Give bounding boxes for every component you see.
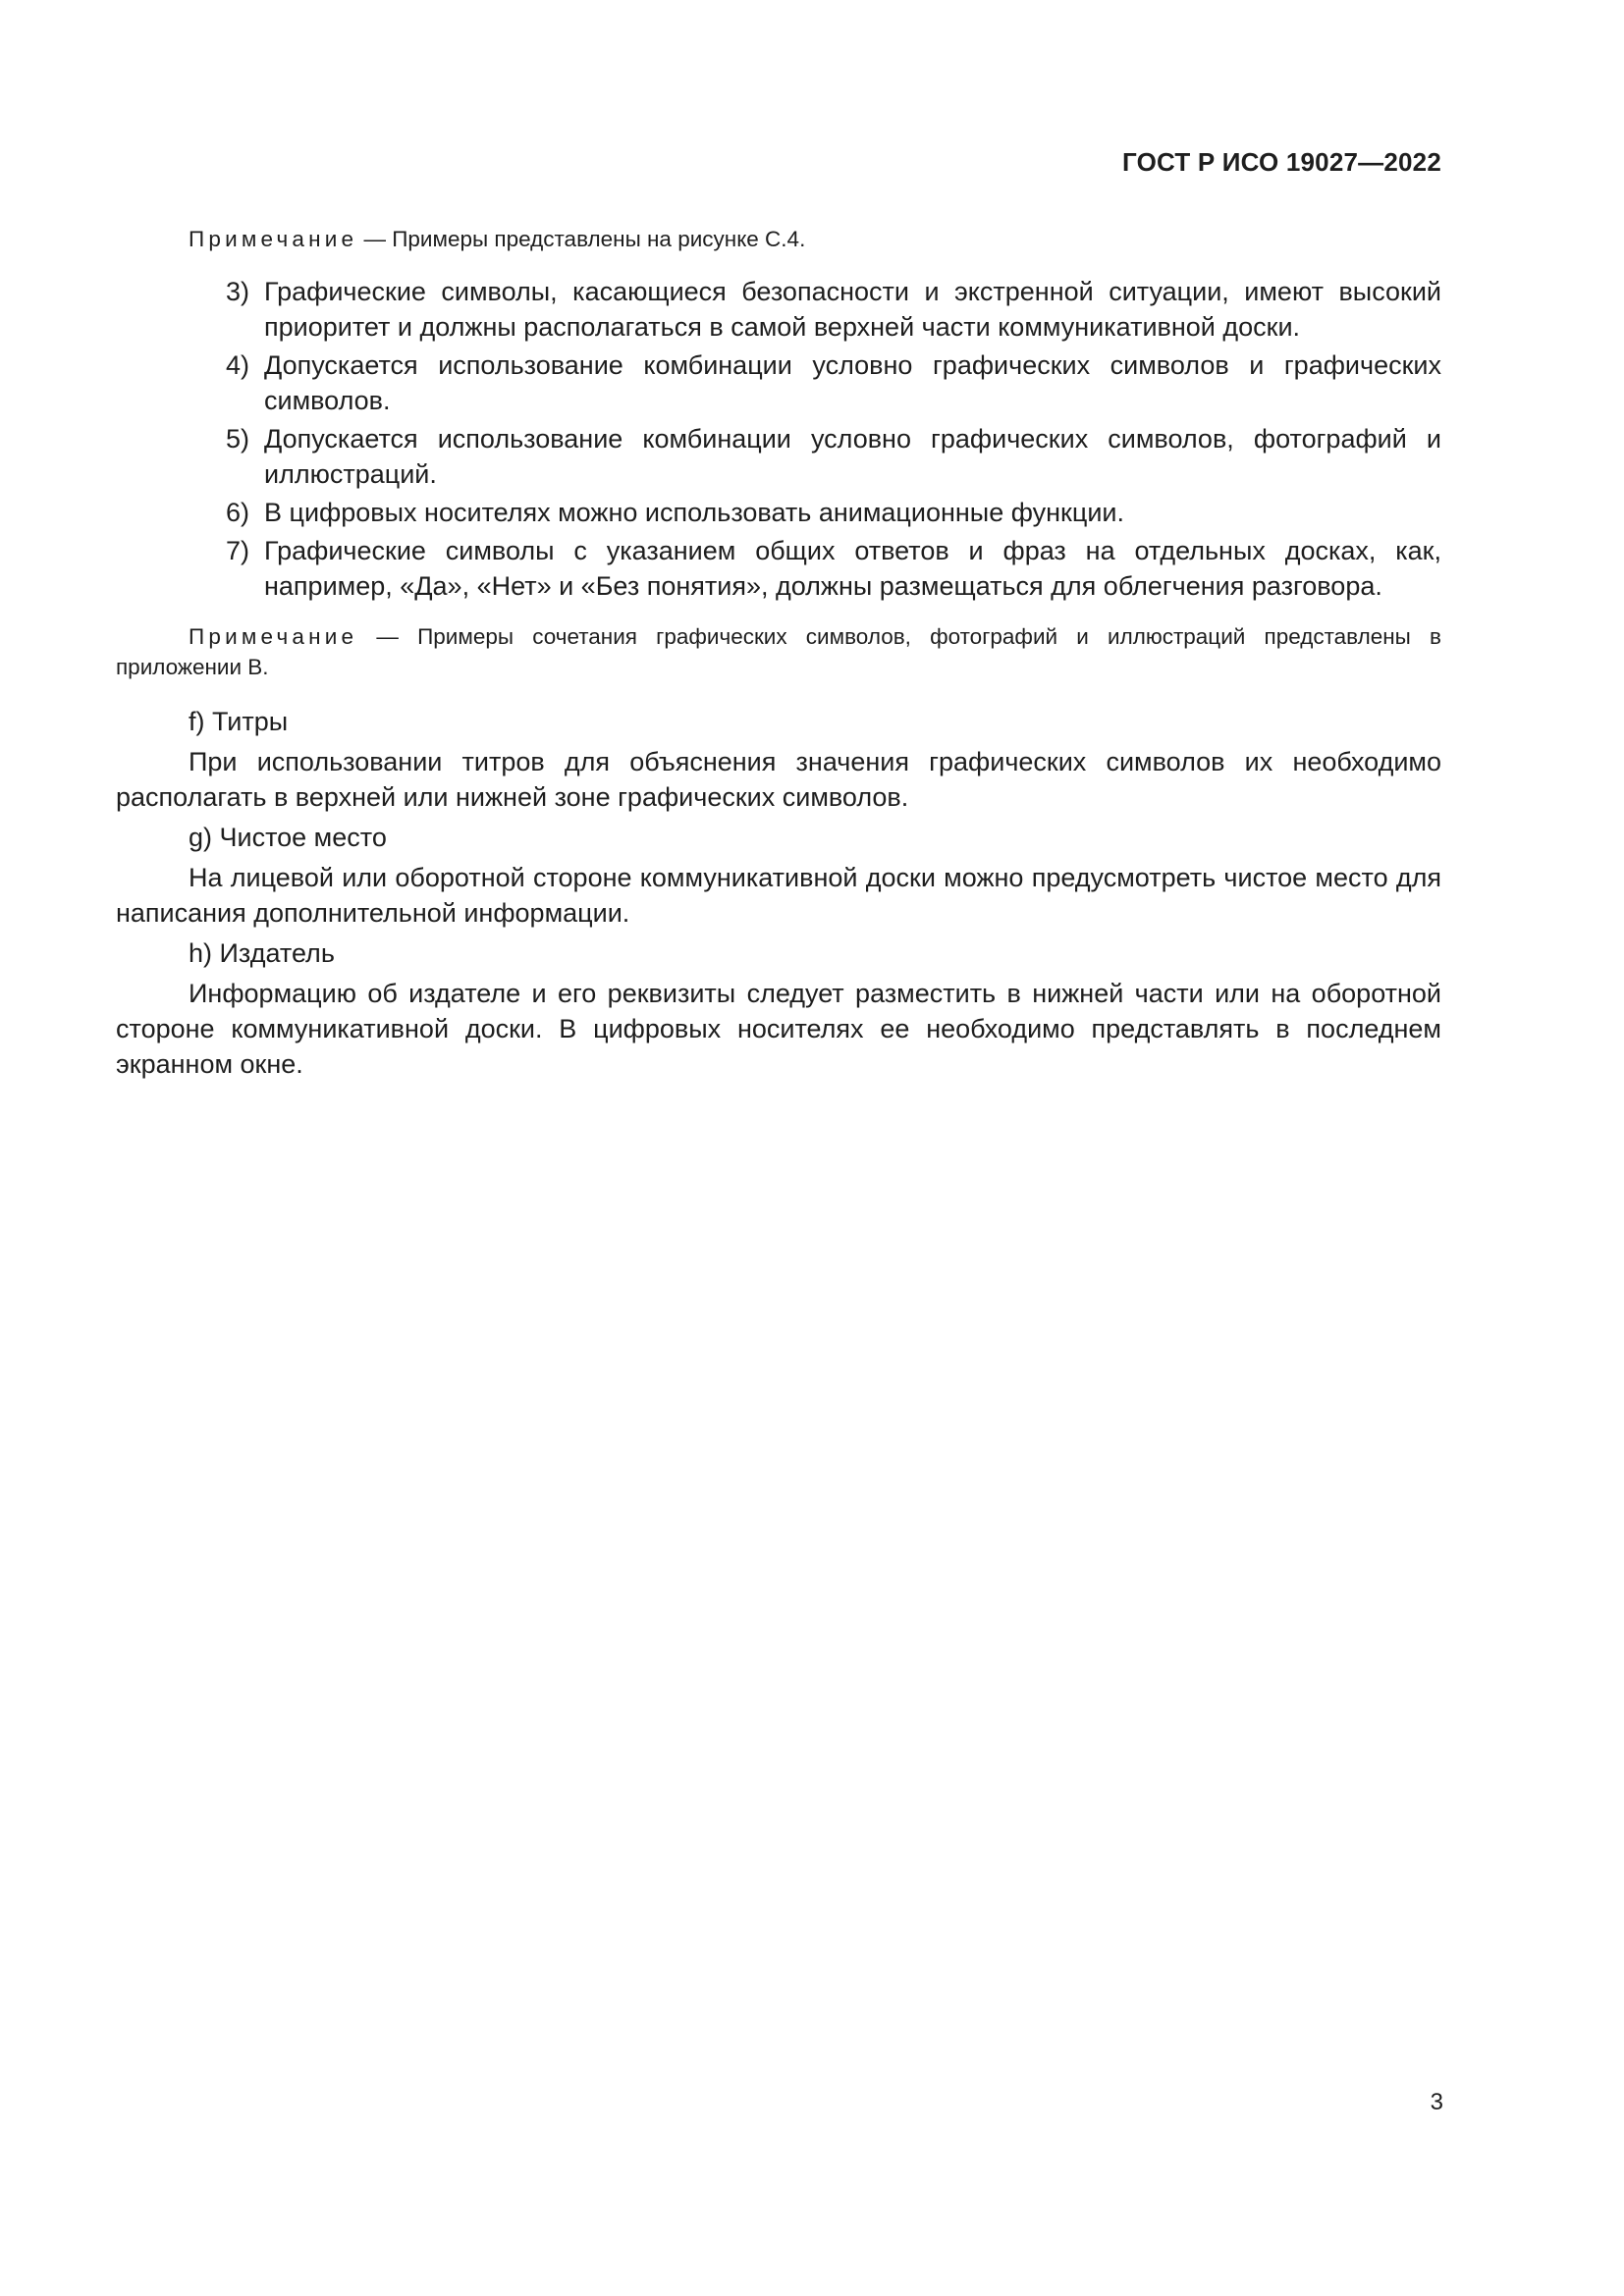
section-body-blank-space: На лицевой или оборотной стороне коммуникативной доски можно предусмотреть чистое место для написания дополнительной информации. <box>116 863 1441 928</box>
list-item-text: В цифровых носителях можно использовать анимационные функции. <box>264 498 1124 527</box>
list-item-text: Графические символы, касающиеся безопасности и экстренной ситуации, имеют высокий приоритет и должны располагаться в самой верхней части коммуникативной доски. <box>264 277 1441 342</box>
page-number: 3 <box>1430 2089 1443 2115</box>
numbered-list <box>116 274 1441 604</box>
note-label: Примечание <box>189 624 358 649</box>
list-item <box>116 274 1441 345</box>
section-body-publisher: Информацию об издателе и его реквизиты следует разместить в нижней части или на оборотной стороне коммуникативной доски. В цифровых носителях ее необходимо представлять в последнем экранном окне. <box>116 979 1441 1079</box>
list-item <box>116 495 1441 530</box>
note-text: — Примеры сочетания графических символов, фотографий и иллюстраций представлены в приложении В. <box>116 624 1441 679</box>
list-item <box>116 347 1441 418</box>
page-body <box>116 224 1441 1087</box>
list-item-number: 7) <box>226 536 250 565</box>
list-item-number: 6) <box>226 498 250 527</box>
list-item-number: 5) <box>226 424 250 454</box>
section-heading-publisher: h) Издатель <box>189 938 335 968</box>
note-label: Примечание <box>189 227 358 251</box>
list-item-number: 3) <box>226 277 250 306</box>
note-paragraph <box>116 224 1441 254</box>
list-item-text: Допускается использование комбинации условно графических символов, фотографий и иллюстраций. <box>264 424 1441 489</box>
list-item-text: Допускается использование комбинации условно графических символов и графических символов. <box>264 350 1441 415</box>
section-heading-titles: f) Титры <box>189 707 289 736</box>
note-text: — Примеры представлены на рисунке С.4. <box>357 227 806 251</box>
list-item-number: 4) <box>226 350 250 380</box>
list-item-text: Графические символы с указанием общих ответов и фраз на отдельных досках, как, например, «Да», «Нет» и «Без понятия», должны размещаться для облегчения разговора. <box>264 536 1441 601</box>
section-heading-blank-space: g) Чистое место <box>189 823 387 852</box>
list-item <box>116 421 1441 492</box>
note-paragraph <box>116 621 1441 682</box>
section-body-titles: При использовании титров для объяснения значения графических символов их необходимо располагать в верхней или нижней зоне графических символов. <box>116 747 1441 812</box>
list-item <box>116 533 1441 604</box>
document-code-header: ГОСТ Р ИСО 19027—2022 <box>1121 147 1441 177</box>
